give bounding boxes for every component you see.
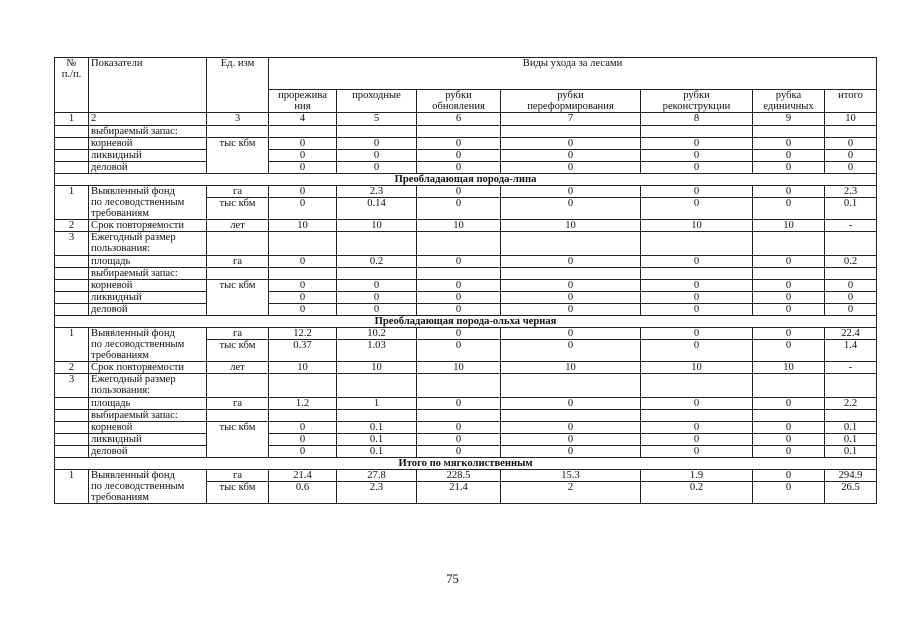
table-row <box>55 446 877 458</box>
table-cell: 0 <box>753 328 825 340</box>
table-cell: Ежегодный размер пользования: <box>89 374 207 398</box>
table-row <box>55 232 877 256</box>
table-cell: 0 <box>337 292 417 304</box>
table-row <box>55 374 877 398</box>
table-cell: 10 <box>753 220 825 232</box>
table-row <box>55 292 877 304</box>
table-cell: 1 <box>337 398 417 410</box>
table-cell: деловой <box>89 304 207 316</box>
table-cell: 0 <box>337 150 417 162</box>
table-cell: 12.2 <box>269 328 337 340</box>
table-cell: 10 <box>753 362 825 374</box>
table-cell: - <box>825 220 877 232</box>
table-cell: 10 <box>501 362 641 374</box>
table-cell: 0 <box>641 150 753 162</box>
table-cell: га <box>207 256 269 268</box>
table-cell <box>753 268 825 280</box>
table-cell: 6 <box>417 113 501 126</box>
table-cell: прорежива ния <box>269 90 337 113</box>
table-cell <box>753 232 825 256</box>
table-cell: 0 <box>269 304 337 316</box>
table-cell <box>337 268 417 280</box>
table-cell: Показатели <box>89 58 207 113</box>
table-row <box>55 58 877 90</box>
table-cell <box>753 126 825 138</box>
table-cell <box>337 126 417 138</box>
table-cell: 0 <box>641 446 753 458</box>
table-cell: 3 <box>207 113 269 126</box>
table-cell: 0.1 <box>825 446 877 458</box>
table-row <box>55 304 877 316</box>
table-row <box>55 410 877 422</box>
table-cell: 0 <box>753 482 825 504</box>
table-cell: 0 <box>501 292 641 304</box>
table-cell <box>55 162 89 174</box>
table-cell <box>55 398 89 410</box>
table-cell <box>269 232 337 256</box>
table-row <box>55 434 877 446</box>
table-cell: 0 <box>501 398 641 410</box>
table-cell: 21.4 <box>269 470 337 482</box>
table-cell: 0 <box>753 162 825 174</box>
table-cell: 0 <box>825 138 877 150</box>
table-cell: 0 <box>501 150 641 162</box>
table-cell: 0 <box>417 398 501 410</box>
table-cell: 0 <box>641 434 753 446</box>
table-cell: 0 <box>641 186 753 198</box>
table-row <box>55 113 877 126</box>
table-cell: 2 <box>89 113 207 126</box>
table-cell <box>55 126 89 138</box>
table-cell <box>207 374 269 398</box>
table-cell <box>337 410 417 422</box>
table-cell: 0 <box>501 422 641 434</box>
table-cell: 0.14 <box>337 198 417 220</box>
table-cell: 0 <box>501 256 641 268</box>
table-cell: рубка единичных <box>753 90 825 113</box>
table-cell: рубки переформирования <box>501 90 641 113</box>
table-cell <box>337 374 417 398</box>
table-cell: 4 <box>269 113 337 126</box>
table-cell: 1.2 <box>269 398 337 410</box>
table-cell: корневой <box>89 280 207 292</box>
table-cell: корневой <box>89 422 207 434</box>
table-cell: 0.1 <box>337 446 417 458</box>
table-cell: 0 <box>417 138 501 150</box>
table-cell: тыс кбм <box>207 422 269 458</box>
table-cell <box>501 268 641 280</box>
table-cell: Срок повторяемости <box>89 220 207 232</box>
table-cell: 0 <box>753 422 825 434</box>
table-cell: № п./п. <box>55 58 89 113</box>
table-cell: 0 <box>417 280 501 292</box>
table-cell: 2.2 <box>825 398 877 410</box>
table-cell: 0 <box>825 292 877 304</box>
table-cell: Ед. изм <box>207 58 269 113</box>
table-cell <box>55 434 89 446</box>
table-cell <box>501 126 641 138</box>
table-cell <box>55 304 89 316</box>
table-cell <box>207 232 269 256</box>
page-number: 75 <box>446 572 459 586</box>
table-cell: 0 <box>825 304 877 316</box>
table-cell: 0 <box>337 162 417 174</box>
table-cell <box>825 374 877 398</box>
table-cell <box>641 410 753 422</box>
table-cell: 0 <box>417 186 501 198</box>
table-cell: 0 <box>641 422 753 434</box>
table-cell: Преобладающая порода-липа <box>55 174 877 186</box>
table-cell: Выявленный фонд по лесоводственным требованиям <box>89 328 207 362</box>
table-row <box>55 174 877 186</box>
table-cell: рубки реконструкции <box>641 90 753 113</box>
table-cell: 0 <box>501 280 641 292</box>
table-cell <box>55 280 89 292</box>
table-cell <box>501 410 641 422</box>
table-cell: 10 <box>269 220 337 232</box>
table-cell: 0 <box>417 150 501 162</box>
table-cell: 0 <box>753 446 825 458</box>
table-cell: Преобладающая порода-ольха черная <box>55 316 877 328</box>
table-cell: 0.1 <box>825 198 877 220</box>
table-cell: 1.03 <box>337 340 417 362</box>
table-cell: 0 <box>753 340 825 362</box>
table-cell: 0 <box>641 398 753 410</box>
table-cell: 0 <box>641 162 753 174</box>
table-cell <box>55 268 89 280</box>
table-cell: 10 <box>337 220 417 232</box>
table-cell: 0 <box>269 198 337 220</box>
table-cell <box>269 126 337 138</box>
table-cell: 0 <box>417 446 501 458</box>
table-cell: га <box>207 470 269 482</box>
table-cell: Выявленный фонд по лесоводственным требованиям <box>89 186 207 220</box>
table-cell: 2.3 <box>337 186 417 198</box>
table-row <box>55 126 877 138</box>
table-cell: 0 <box>825 280 877 292</box>
table-cell <box>641 126 753 138</box>
table-cell: 15.3 <box>501 470 641 482</box>
table-cell: 0 <box>417 162 501 174</box>
table-cell: 0.6 <box>269 482 337 504</box>
table-body <box>55 58 877 504</box>
table-cell <box>55 292 89 304</box>
table-cell: 0.1 <box>825 422 877 434</box>
table-cell: 10 <box>337 362 417 374</box>
table-cell: тыс кбм <box>207 340 269 362</box>
table-cell: 0 <box>753 280 825 292</box>
table-cell <box>207 410 269 422</box>
table-cell: 10 <box>641 362 753 374</box>
table-cell: 1 <box>55 328 89 362</box>
table-cell: га <box>207 398 269 410</box>
table-cell: 0.2 <box>641 482 753 504</box>
table-cell: 7 <box>501 113 641 126</box>
table-cell: 0 <box>753 150 825 162</box>
table-cell: - <box>825 362 877 374</box>
table-cell <box>269 268 337 280</box>
table-row <box>55 328 877 340</box>
table-cell: 0 <box>337 280 417 292</box>
table-cell: 10.2 <box>337 328 417 340</box>
table-cell: 0 <box>501 138 641 150</box>
table-cell <box>501 232 641 256</box>
table-cell: 0 <box>417 422 501 434</box>
table-cell: 3 <box>55 374 89 398</box>
table-cell <box>417 268 501 280</box>
table-cell: тыс кбм <box>207 198 269 220</box>
table-cell: 0 <box>417 328 501 340</box>
table-cell: лет <box>207 220 269 232</box>
table-cell: 10 <box>417 362 501 374</box>
table-row <box>55 220 877 232</box>
table-cell <box>55 256 89 268</box>
table-cell: 0 <box>641 340 753 362</box>
table-cell: итого <box>825 90 877 113</box>
table-cell <box>55 446 89 458</box>
table-cell <box>417 126 501 138</box>
table-cell: 0 <box>417 434 501 446</box>
table-cell: 228.5 <box>417 470 501 482</box>
table-cell <box>825 126 877 138</box>
table-cell: деловой <box>89 446 207 458</box>
table-cell <box>207 268 269 280</box>
table-cell: 0 <box>417 304 501 316</box>
table-row <box>55 422 877 434</box>
table-cell: 0 <box>753 292 825 304</box>
table-cell: 2 <box>55 362 89 374</box>
table-cell: ликвидный <box>89 292 207 304</box>
table-cell: 0 <box>753 434 825 446</box>
table-cell: тыс кбм <box>207 280 269 316</box>
table-cell: 0 <box>269 446 337 458</box>
table-cell: площадь <box>89 256 207 268</box>
table-cell: тыс кбм <box>207 138 269 174</box>
table-cell: 1.9 <box>641 470 753 482</box>
table-cell: 2.3 <box>825 186 877 198</box>
table-cell <box>55 150 89 162</box>
table-cell: рубки обновления <box>417 90 501 113</box>
table-cell: тыс кбм <box>207 482 269 504</box>
table-cell: 0 <box>269 280 337 292</box>
table-cell: 0 <box>501 434 641 446</box>
table-row <box>55 150 877 162</box>
table-cell: 0 <box>753 304 825 316</box>
table-cell: 1 <box>55 113 89 126</box>
table-cell: 0.2 <box>825 256 877 268</box>
table-cell: 0 <box>753 470 825 482</box>
table-cell <box>825 268 877 280</box>
table-cell: 0 <box>501 340 641 362</box>
table-cell: Выявленный фонд по лесоводственным требованиям <box>89 470 207 504</box>
table-cell: Виды ухода за лесами <box>269 58 877 90</box>
table-row <box>55 470 877 482</box>
table-cell: Срок повторяемости <box>89 362 207 374</box>
table-cell: 0 <box>269 150 337 162</box>
table-cell: 10 <box>501 220 641 232</box>
table-row <box>55 280 877 292</box>
table-cell: 0 <box>753 186 825 198</box>
forest-care-table <box>54 57 877 504</box>
table-row <box>55 256 877 268</box>
table-cell: 1 <box>55 470 89 504</box>
table-cell: ликвидный <box>89 150 207 162</box>
table-cell: 8 <box>641 113 753 126</box>
table-cell <box>641 374 753 398</box>
table-cell: 0 <box>417 292 501 304</box>
table-cell: 0 <box>753 398 825 410</box>
table-cell: 0 <box>641 280 753 292</box>
table-cell: 0 <box>501 328 641 340</box>
table-row <box>55 458 877 470</box>
table-cell: 0.37 <box>269 340 337 362</box>
table-cell <box>55 410 89 422</box>
table-row <box>55 398 877 410</box>
table-cell: 0 <box>753 198 825 220</box>
table-cell: 0 <box>753 256 825 268</box>
table-cell <box>55 138 89 150</box>
table-cell <box>417 410 501 422</box>
table-cell: 1 <box>55 186 89 220</box>
table-cell: выбираемый запас: <box>89 268 207 280</box>
table-row <box>55 138 877 150</box>
table-cell: площадь <box>89 398 207 410</box>
table-cell: 0 <box>501 304 641 316</box>
table-cell: 0.1 <box>337 434 417 446</box>
table-cell: 0 <box>269 162 337 174</box>
table-cell: выбираемый запас: <box>89 126 207 138</box>
table-cell: 9 <box>753 113 825 126</box>
table-cell: 0 <box>417 198 501 220</box>
table-cell: 0 <box>641 256 753 268</box>
table-cell: 10 <box>269 362 337 374</box>
table-cell: лет <box>207 362 269 374</box>
table-cell <box>269 374 337 398</box>
table-cell <box>501 374 641 398</box>
table-cell: 10 <box>417 220 501 232</box>
table-cell <box>641 268 753 280</box>
table-cell: 0 <box>417 256 501 268</box>
table-cell: 0 <box>417 340 501 362</box>
table-cell <box>417 374 501 398</box>
table-cell: 0 <box>641 292 753 304</box>
table-cell: 0 <box>501 162 641 174</box>
table-cell: Ежегодный размер пользования: <box>89 232 207 256</box>
table-cell: 0 <box>337 304 417 316</box>
table-cell: 5 <box>337 113 417 126</box>
table-cell: 0 <box>641 304 753 316</box>
table-cell <box>417 232 501 256</box>
table-cell: 0 <box>501 198 641 220</box>
table-cell: 0 <box>269 292 337 304</box>
table-cell: 22.4 <box>825 328 877 340</box>
table-cell <box>825 410 877 422</box>
table-cell: ликвидный <box>89 434 207 446</box>
table-row <box>55 186 877 198</box>
table-cell: 2.3 <box>337 482 417 504</box>
table-cell: 0 <box>641 198 753 220</box>
table-cell: 26.5 <box>825 482 877 504</box>
table-cell <box>641 232 753 256</box>
table-cell: 0 <box>825 150 877 162</box>
table-row <box>55 162 877 174</box>
table-cell: 0 <box>501 186 641 198</box>
table-cell <box>55 422 89 434</box>
table-cell: 0 <box>825 162 877 174</box>
table-cell: 0.1 <box>825 434 877 446</box>
table-cell: 294.9 <box>825 470 877 482</box>
table-cell: 10 <box>825 113 877 126</box>
table-cell: 3 <box>55 232 89 256</box>
table-cell <box>269 410 337 422</box>
table-cell: проходные <box>337 90 417 113</box>
table-cell: 0.1 <box>337 422 417 434</box>
table-row <box>55 362 877 374</box>
table-cell: га <box>207 186 269 198</box>
table-cell: корневой <box>89 138 207 150</box>
table-cell: 1.4 <box>825 340 877 362</box>
table-cell: 21.4 <box>417 482 501 504</box>
table-cell: 27.8 <box>337 470 417 482</box>
table-row <box>55 316 877 328</box>
table-cell: 0 <box>641 138 753 150</box>
table-cell: 0 <box>753 138 825 150</box>
table-cell: 2 <box>501 482 641 504</box>
table-cell: 0 <box>269 138 337 150</box>
table-row <box>55 268 877 280</box>
table-cell: 0 <box>269 434 337 446</box>
table-cell: деловой <box>89 162 207 174</box>
forest-care-table-container <box>54 57 876 504</box>
table-cell: Итого по мягколиственным <box>55 458 877 470</box>
table-cell: 10 <box>641 220 753 232</box>
table-cell <box>207 126 269 138</box>
table-cell: 0 <box>641 328 753 340</box>
table-cell <box>337 232 417 256</box>
table-cell: 0 <box>269 256 337 268</box>
table-cell: 2 <box>55 220 89 232</box>
table-cell: га <box>207 328 269 340</box>
table-cell: 0 <box>501 446 641 458</box>
table-cell <box>753 374 825 398</box>
table-cell <box>753 410 825 422</box>
table-cell: 0 <box>269 422 337 434</box>
table-cell: выбираемый запас: <box>89 410 207 422</box>
table-cell: 0.2 <box>337 256 417 268</box>
table-cell: 0 <box>337 138 417 150</box>
table-cell: 0 <box>269 186 337 198</box>
table-cell <box>825 232 877 256</box>
